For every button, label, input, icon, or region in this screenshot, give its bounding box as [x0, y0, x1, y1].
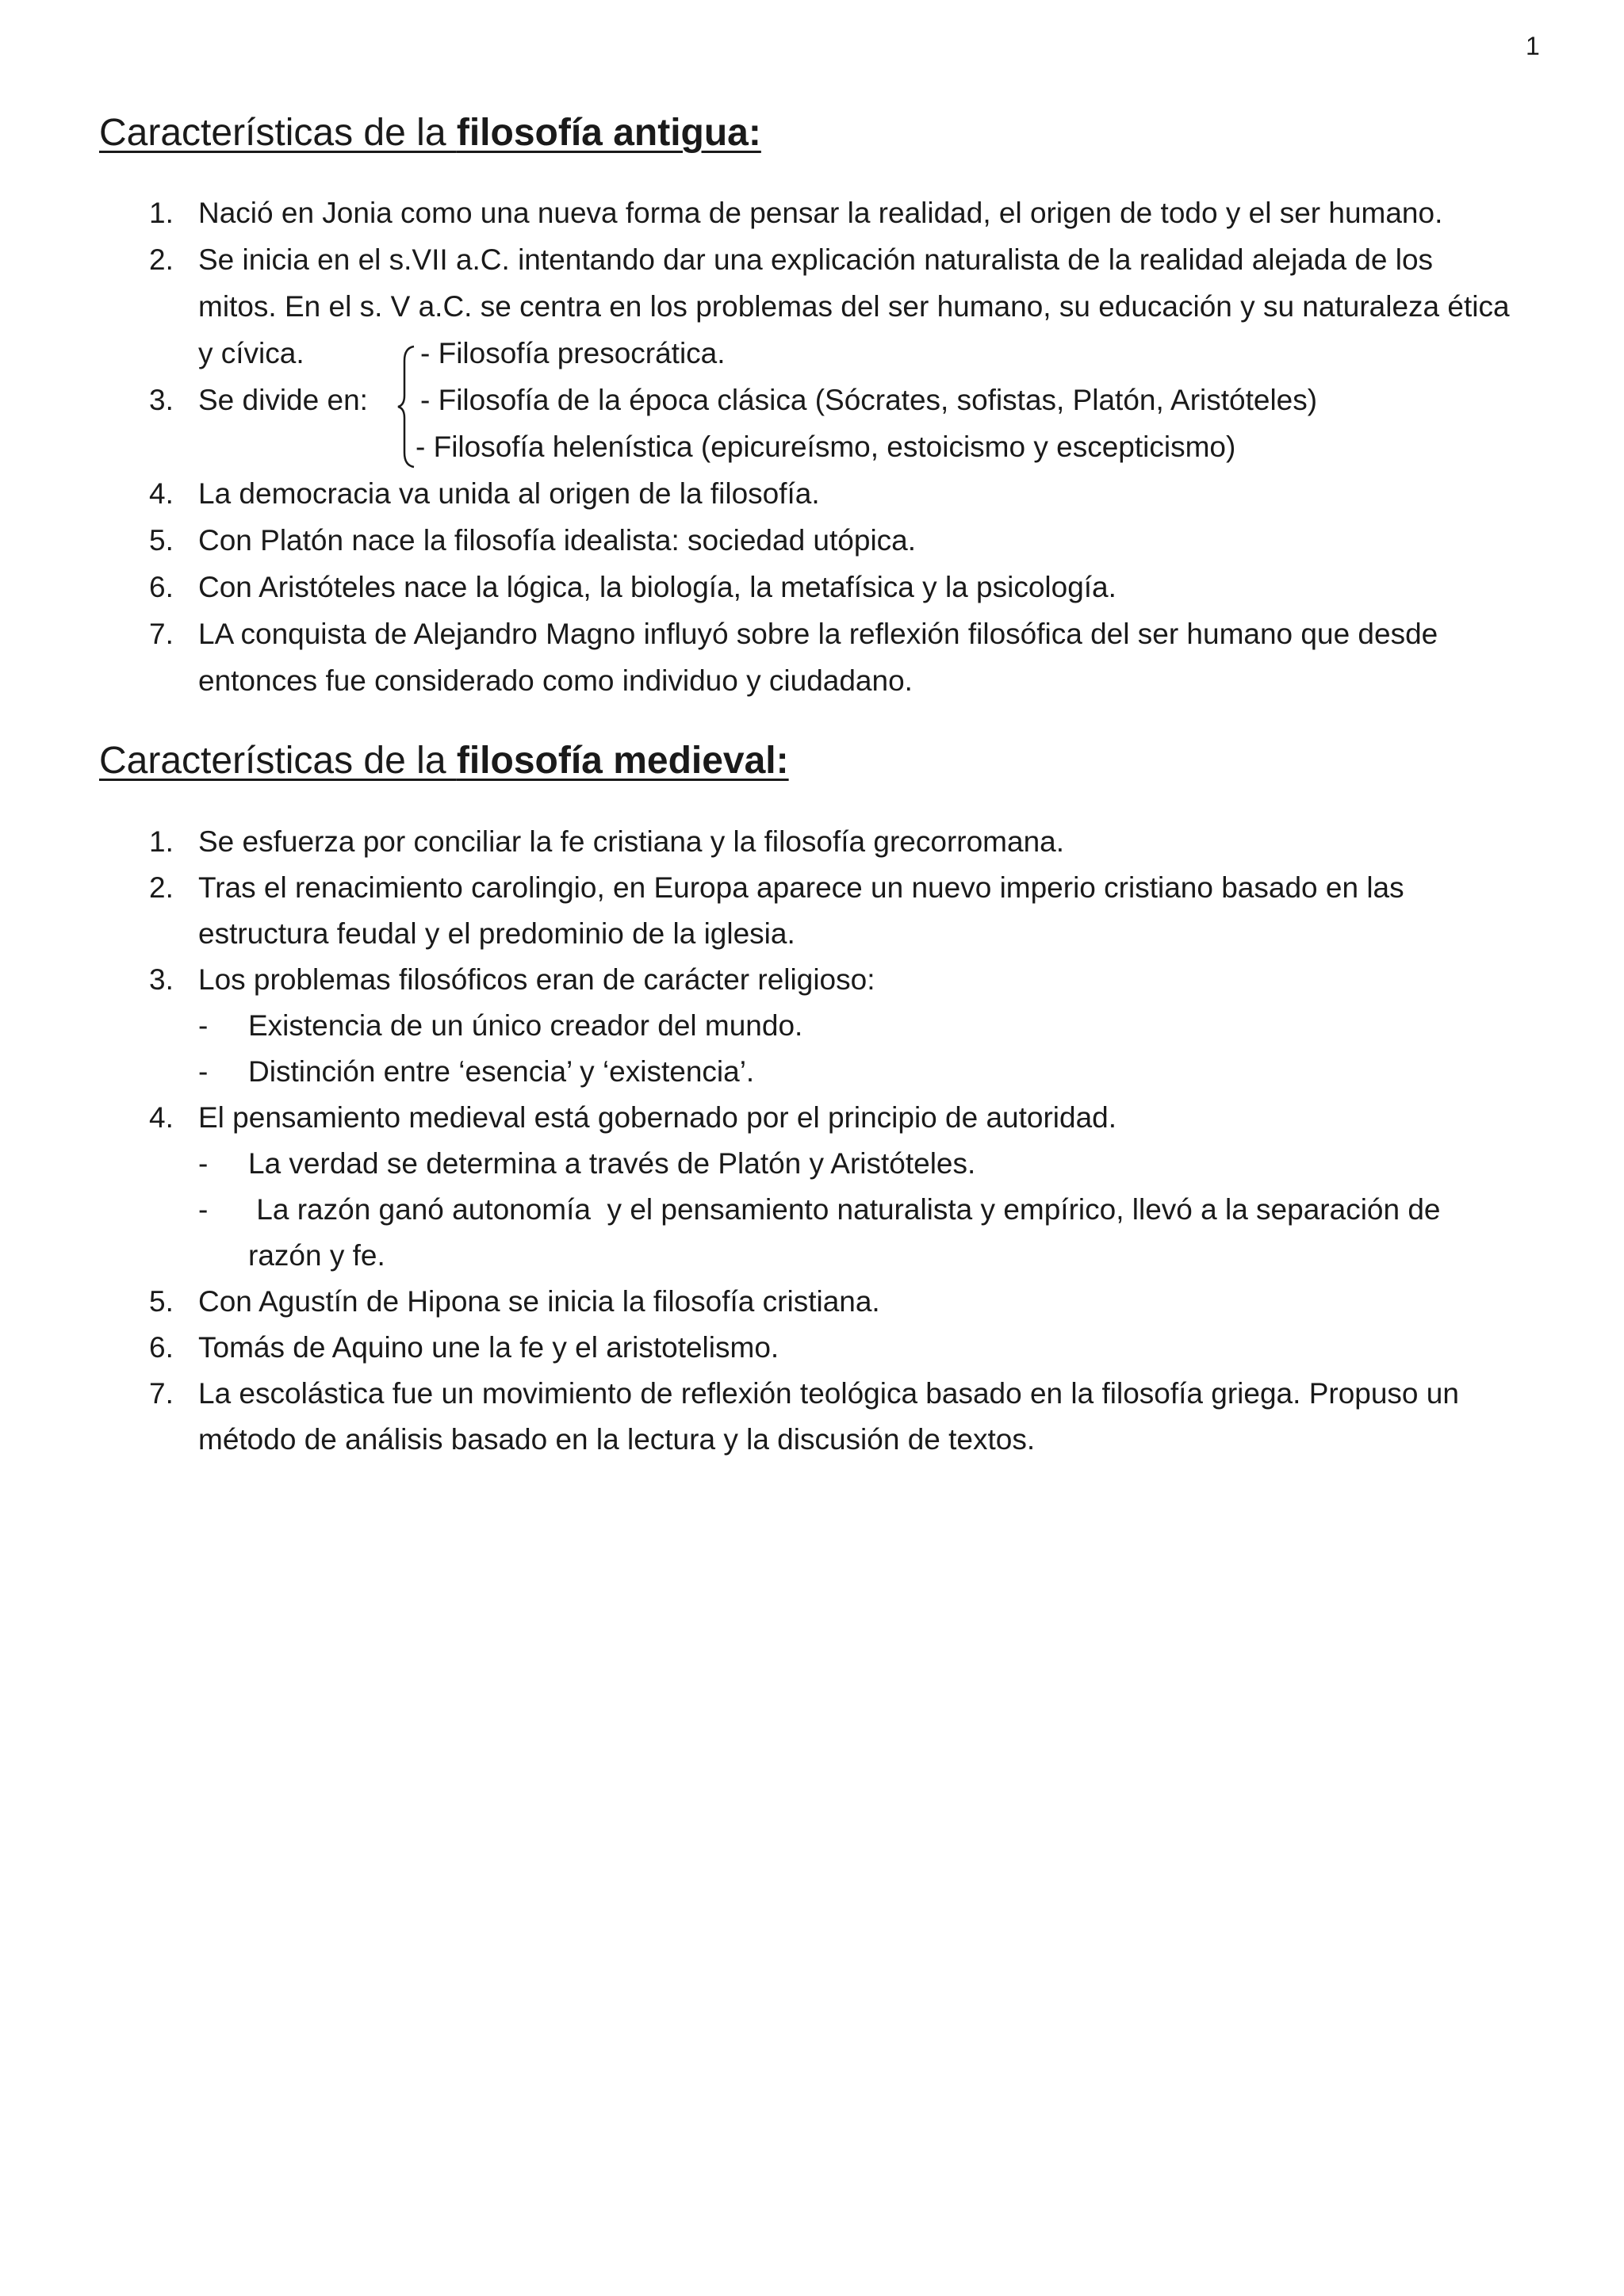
- heading-ancient-prefix: Características de la: [99, 112, 457, 154]
- list-text: Tomás de Aquino une la fe y el aristotelismo.: [198, 1331, 779, 1364]
- list-number: 7.: [149, 618, 174, 650]
- list-number: 2.: [149, 871, 174, 904]
- list-text: y cívica.: [198, 337, 304, 369]
- division-branch: - Filosofía de la época clásica (Sócrates, sofistas, Platón, Aristóteles): [420, 384, 1318, 416]
- list-text: mitos. En el s. V a.C. se centra en los problemas del ser humano, su educación y su naturaleza ética: [198, 290, 1510, 323]
- list-number: 1.: [149, 197, 174, 229]
- list-number: 6.: [149, 1331, 174, 1364]
- sub-list-text: Distinción entre ‘esencia’ y ‘existencia’.: [248, 1055, 755, 1088]
- sub-list-text: La verdad se determina a través de Platón y Aristóteles.: [248, 1147, 976, 1180]
- page-number: 1: [1526, 32, 1540, 60]
- list-text: Con Platón nace la filosofía idealista: sociedad utópica.: [198, 524, 917, 557]
- list-number: 5.: [149, 1285, 174, 1318]
- list-text: El pensamiento medieval está gobernado por el principio de autoridad.: [198, 1101, 1117, 1134]
- dash-bullet: -: [198, 1055, 209, 1088]
- list-text: método de análisis basado en la lectura y la discusión de textos.: [198, 1423, 1036, 1456]
- list-number: 2.: [149, 243, 174, 276]
- list-number: 7.: [149, 1377, 174, 1410]
- list-text: entonces fue considerado como individuo y ciudadano.: [198, 664, 913, 697]
- dash-bullet: -: [198, 1009, 209, 1042]
- dash-bullet: -: [198, 1193, 209, 1226]
- list-text: Con Aristóteles nace la lógica, la biología, la metafísica y la psicología.: [198, 571, 1116, 603]
- heading-ancient-bold: filosofía antigua:: [456, 112, 761, 154]
- list-text: Tras el renacimiento carolingio, en Europa aparece un nuevo imperio cristiano basado en las: [198, 871, 1404, 904]
- list-text: Los problemas filosóficos eran de carácter religioso:: [198, 963, 875, 996]
- list-text: La escolástica fue un movimiento de reflexión teológica basado en la filosofía griega. Propuso un: [198, 1377, 1459, 1410]
- list-number: 3.: [149, 384, 174, 416]
- list-number: 4.: [149, 477, 174, 510]
- list-text: Se inicia en el s.VII a.C. intentando dar una explicación naturalista de la realidad alejada de los: [198, 243, 1434, 276]
- list-number: 4.: [149, 1101, 174, 1134]
- list-text: Con Agustín de Hipona se inicia la filosofía cristiana.: [198, 1285, 880, 1318]
- heading-ancient-philosophy: [99, 108, 761, 159]
- heading-medieval-bold: filosofía medieval:: [456, 740, 789, 782]
- list-number: 6.: [149, 571, 174, 603]
- list-text: estructura feudal y el predominio de la iglesia.: [198, 917, 795, 950]
- heading-medieval-prefix: Características de la: [99, 740, 457, 782]
- sub-list-text: La razón ganó autonomía y el pensamiento naturalista y empírico, llevó a la separación de: [248, 1193, 1441, 1226]
- list-text: La democracia va unida al origen de la filosofía.: [198, 477, 820, 510]
- heading-medieval-philosophy: [99, 736, 789, 786]
- list-text: Nació en Jonia como una nueva forma de pensar la realidad, el origen de todo y el ser humano.: [198, 197, 1443, 229]
- list-number: 1.: [149, 825, 174, 858]
- list-number: 5.: [149, 524, 174, 557]
- list-text: Se divide en:: [198, 384, 368, 416]
- list-text: Se esfuerza por conciliar la fe cristiana y la filosofía grecorromana.: [198, 825, 1065, 858]
- list-number: 3.: [149, 963, 174, 996]
- dash-bullet: -: [198, 1147, 209, 1180]
- list-text: LA conquista de Alejandro Magno influyó sobre la reflexión filosófica del ser humano que desde: [198, 618, 1438, 650]
- division-branch: - Filosofía helenística (epicureísmo, estoicismo y escepticismo): [416, 430, 1236, 463]
- sub-list-text: razón y fe.: [248, 1239, 385, 1272]
- division-branch: - Filosofía presocrática.: [420, 337, 726, 369]
- sub-list-text: Existencia de un único creador del mundo.: [248, 1009, 803, 1042]
